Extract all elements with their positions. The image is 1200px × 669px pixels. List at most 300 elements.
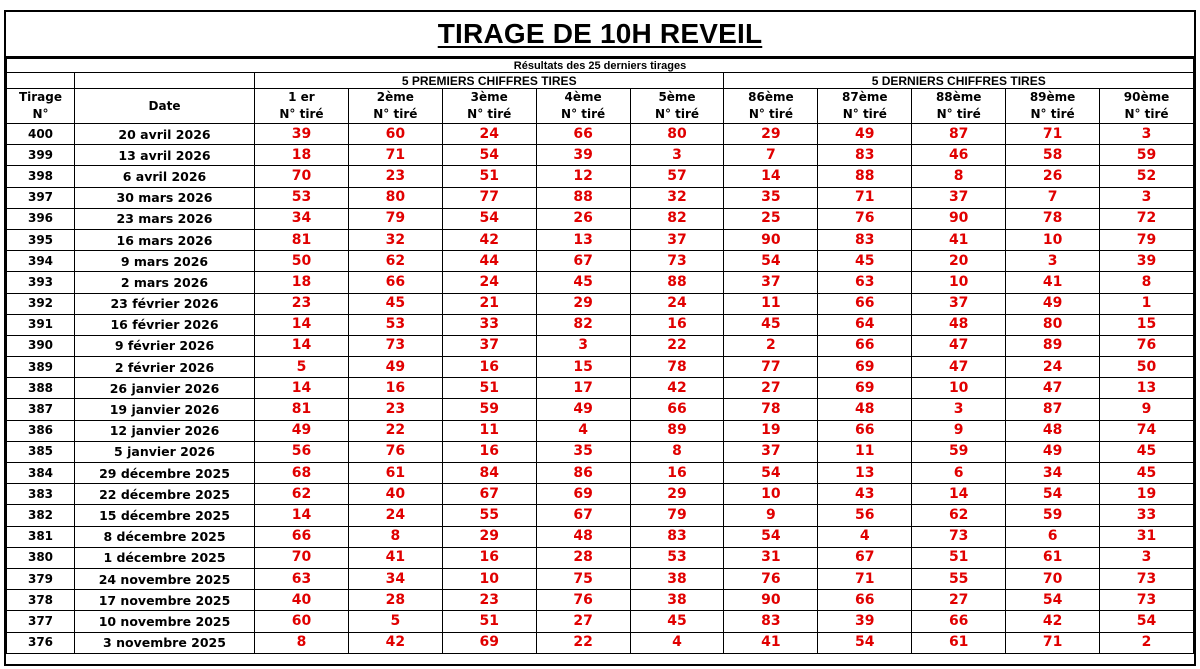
drawn-number-cell: 27: [912, 590, 1006, 611]
drawn-number-cell: 83: [818, 229, 912, 250]
drawn-number-cell: 6: [912, 463, 1006, 484]
drawn-number-cell: 54: [1100, 611, 1194, 632]
table-row: [7, 632, 1194, 653]
drawn-number-cell: 83: [630, 526, 724, 547]
drawn-number-cell: 16: [630, 463, 724, 484]
header-col-90-line2: N° tiré: [1100, 106, 1194, 124]
drawn-number-cell: 69: [442, 632, 536, 653]
drawn-number-cell: 24: [442, 272, 536, 293]
group-blank-date: [75, 73, 255, 89]
date-cell: 2 mars 2026: [75, 272, 255, 293]
header-col-89-line1: 89ème: [1006, 89, 1100, 107]
header-col-88-line2: N° tiré: [912, 106, 1006, 124]
drawn-number-cell: 87: [1006, 399, 1100, 420]
drawn-number-cell: 80: [1006, 314, 1100, 335]
table-row: [7, 611, 1194, 632]
drawn-number-cell: 29: [442, 526, 536, 547]
drawn-number-cell: 54: [442, 208, 536, 229]
drawn-number-cell: 41: [348, 547, 442, 568]
table-row: [7, 547, 1194, 568]
table-row: [7, 187, 1194, 208]
header-col-1-line2: N° tiré: [255, 106, 349, 124]
drawn-number-cell: 67: [442, 484, 536, 505]
drawn-number-cell: 63: [818, 272, 912, 293]
drawn-number-cell: 56: [255, 441, 349, 462]
table-row: [7, 441, 1194, 462]
drawn-number-cell: 42: [442, 229, 536, 250]
drawn-number-cell: 74: [1100, 420, 1194, 441]
drawn-number-cell: 34: [348, 568, 442, 589]
header-col-3-line1: 3ème: [442, 89, 536, 107]
drawn-number-cell: 51: [442, 166, 536, 187]
drawn-number-cell: 78: [630, 357, 724, 378]
drawn-number-cell: 31: [1100, 526, 1194, 547]
drawn-number-cell: 33: [1100, 505, 1194, 526]
drawn-number-cell: 54: [724, 251, 818, 272]
subtitle: Résultats des 25 derniers tirages: [7, 59, 1194, 73]
drawn-number-cell: 11: [818, 441, 912, 462]
drawn-number-cell: 49: [1006, 441, 1100, 462]
drawn-number-cell: 37: [724, 441, 818, 462]
drawn-number-cell: 71: [818, 568, 912, 589]
drawn-number-cell: 8: [912, 166, 1006, 187]
drawn-number-cell: 42: [630, 378, 724, 399]
table-row: [7, 145, 1194, 166]
tirage-number-cell: 380: [7, 547, 75, 568]
drawn-number-cell: 9: [724, 505, 818, 526]
column-header-row-1: [7, 89, 1194, 107]
drawn-number-cell: 67: [536, 505, 630, 526]
date-cell: 24 novembre 2025: [75, 568, 255, 589]
title-box: [6, 12, 1194, 58]
table-row: [7, 505, 1194, 526]
drawn-number-cell: 84: [442, 463, 536, 484]
drawn-number-cell: 32: [630, 187, 724, 208]
date-cell: 26 janvier 2026: [75, 378, 255, 399]
drawn-number-cell: 77: [442, 187, 536, 208]
drawn-number-cell: 70: [1006, 568, 1100, 589]
date-cell: 16 mars 2026: [75, 229, 255, 250]
tirage-number-cell: 379: [7, 568, 75, 589]
drawn-number-cell: 88: [630, 272, 724, 293]
date-cell: 9 mars 2026: [75, 251, 255, 272]
results-table-body: [7, 59, 1194, 654]
drawn-number-cell: 14: [255, 378, 349, 399]
drawn-number-cell: 23: [348, 399, 442, 420]
drawn-number-cell: 46: [912, 145, 1006, 166]
drawn-number-cell: 26: [536, 208, 630, 229]
drawn-number-cell: 69: [818, 357, 912, 378]
drawn-number-cell: 37: [912, 187, 1006, 208]
drawn-number-cell: 68: [255, 463, 349, 484]
drawn-number-cell: 81: [255, 229, 349, 250]
drawn-number-cell: 15: [536, 357, 630, 378]
drawn-number-cell: 4: [630, 632, 724, 653]
header-col-86-line2: N° tiré: [724, 106, 818, 124]
drawn-number-cell: 76: [724, 568, 818, 589]
drawn-number-cell: 3: [536, 335, 630, 356]
drawn-number-cell: 19: [724, 420, 818, 441]
drawn-number-cell: 90: [912, 208, 1006, 229]
drawn-number-cell: 53: [348, 314, 442, 335]
tirage-number-cell: 398: [7, 166, 75, 187]
date-cell: 9 février 2026: [75, 335, 255, 356]
drawn-number-cell: 89: [630, 420, 724, 441]
drawn-number-cell: 18: [255, 272, 349, 293]
drawn-number-cell: 45: [536, 272, 630, 293]
tirage-number-cell: 381: [7, 526, 75, 547]
drawn-number-cell: 11: [442, 420, 536, 441]
drawn-number-cell: 69: [536, 484, 630, 505]
drawn-number-cell: 49: [818, 124, 912, 145]
drawn-number-cell: 8: [348, 526, 442, 547]
group-last-five: 5 DERNIERS CHIFFRES TIRES: [724, 73, 1194, 89]
drawn-number-cell: 29: [630, 484, 724, 505]
drawn-number-cell: 34: [255, 208, 349, 229]
tirage-number-cell: 395: [7, 229, 75, 250]
table-row: [7, 124, 1194, 145]
drawn-number-cell: 67: [818, 547, 912, 568]
drawn-number-cell: 77: [724, 357, 818, 378]
drawn-number-cell: 71: [348, 145, 442, 166]
drawn-number-cell: 60: [348, 124, 442, 145]
drawn-number-cell: 27: [724, 378, 818, 399]
drawn-number-cell: 14: [912, 484, 1006, 505]
drawn-number-cell: 32: [348, 229, 442, 250]
drawn-number-cell: 71: [1006, 124, 1100, 145]
drawn-number-cell: 45: [348, 293, 442, 314]
drawn-number-cell: 54: [724, 526, 818, 547]
header-col-2-line1: 2ème: [348, 89, 442, 107]
drawn-number-cell: 42: [348, 632, 442, 653]
drawn-number-cell: 83: [818, 145, 912, 166]
header-col-90-line1: 90ème: [1100, 89, 1194, 107]
table-row: [7, 590, 1194, 611]
drawn-number-cell: 37: [724, 272, 818, 293]
drawn-number-cell: 49: [348, 357, 442, 378]
tirage-number-cell: 390: [7, 335, 75, 356]
drawn-number-cell: 82: [536, 314, 630, 335]
drawn-number-cell: 3: [1100, 124, 1194, 145]
drawn-number-cell: 66: [818, 590, 912, 611]
drawn-number-cell: 2: [1100, 632, 1194, 653]
drawn-number-cell: 70: [255, 547, 349, 568]
drawn-number-cell: 14: [724, 166, 818, 187]
drawn-number-cell: 59: [1006, 505, 1100, 526]
tirage-number-cell: 396: [7, 208, 75, 229]
tirage-number-cell: 383: [7, 484, 75, 505]
date-cell: 23 mars 2026: [75, 208, 255, 229]
drawn-number-cell: 56: [818, 505, 912, 526]
drawn-number-cell: 8: [630, 441, 724, 462]
date-cell: 22 décembre 2025: [75, 484, 255, 505]
drawn-number-cell: 13: [1100, 378, 1194, 399]
drawn-number-cell: 12: [536, 166, 630, 187]
table-row: [7, 378, 1194, 399]
drawn-number-cell: 81: [255, 399, 349, 420]
drawn-number-cell: 87: [912, 124, 1006, 145]
drawn-number-cell: 57: [630, 166, 724, 187]
drawn-number-cell: 33: [442, 314, 536, 335]
drawn-number-cell: 35: [536, 441, 630, 462]
date-cell: 20 avril 2026: [75, 124, 255, 145]
drawn-number-cell: 39: [536, 145, 630, 166]
drawn-number-cell: 73: [348, 335, 442, 356]
drawn-number-cell: 42: [1006, 611, 1100, 632]
drawn-number-cell: 6: [1006, 526, 1100, 547]
drawn-number-cell: 3: [1006, 251, 1100, 272]
drawn-number-cell: 75: [536, 568, 630, 589]
drawn-number-cell: 40: [348, 484, 442, 505]
drawn-number-cell: 82: [630, 208, 724, 229]
drawn-number-cell: 11: [724, 293, 818, 314]
drawn-number-cell: 66: [818, 420, 912, 441]
date-cell: 19 janvier 2026: [75, 399, 255, 420]
drawn-number-cell: 38: [630, 590, 724, 611]
header-col-3-line2: N° tiré: [442, 106, 536, 124]
drawn-number-cell: 16: [442, 547, 536, 568]
drawn-number-cell: 1: [1100, 293, 1194, 314]
drawn-number-cell: 24: [1006, 357, 1100, 378]
drawn-number-cell: 35: [724, 187, 818, 208]
date-cell: 13 avril 2026: [75, 145, 255, 166]
drawn-number-cell: 86: [536, 463, 630, 484]
drawn-number-cell: 45: [818, 251, 912, 272]
header-col-4-line1: 4ème: [536, 89, 630, 107]
date-cell: 10 novembre 2025: [75, 611, 255, 632]
drawn-number-cell: 37: [630, 229, 724, 250]
drawn-number-cell: 88: [536, 187, 630, 208]
drawn-number-cell: 22: [348, 420, 442, 441]
drawn-number-cell: 10: [442, 568, 536, 589]
date-cell: 8 décembre 2025: [75, 526, 255, 547]
drawn-number-cell: 8: [255, 632, 349, 653]
drawn-number-cell: 59: [912, 441, 1006, 462]
header-col-2-line2: N° tiré: [348, 106, 442, 124]
drawn-number-cell: 10: [912, 272, 1006, 293]
drawn-number-cell: 23: [255, 293, 349, 314]
table-row: [7, 166, 1194, 187]
drawn-number-cell: 16: [442, 441, 536, 462]
drawn-number-cell: 17: [536, 378, 630, 399]
tirage-number-cell: 384: [7, 463, 75, 484]
drawn-number-cell: 28: [348, 590, 442, 611]
drawn-number-cell: 69: [818, 378, 912, 399]
drawn-number-cell: 49: [536, 399, 630, 420]
drawn-number-cell: 61: [348, 463, 442, 484]
drawn-number-cell: 73: [1100, 568, 1194, 589]
drawn-number-cell: 54: [818, 632, 912, 653]
drawn-number-cell: 7: [1006, 187, 1100, 208]
group-header-row: [7, 73, 1194, 89]
drawn-number-cell: 51: [442, 378, 536, 399]
date-cell: 12 janvier 2026: [75, 420, 255, 441]
drawn-number-cell: 66: [348, 272, 442, 293]
page-title: TIRAGE DE 10H REVEIL: [437, 18, 763, 49]
date-cell: 15 décembre 2025: [75, 505, 255, 526]
drawn-number-cell: 49: [255, 420, 349, 441]
drawn-number-cell: 79: [348, 208, 442, 229]
table-row: [7, 208, 1194, 229]
drawn-number-cell: 72: [1100, 208, 1194, 229]
table-row: [7, 526, 1194, 547]
drawn-number-cell: 61: [912, 632, 1006, 653]
tirage-number-cell: 376: [7, 632, 75, 653]
drawn-number-cell: 23: [348, 166, 442, 187]
drawn-number-cell: 38: [630, 568, 724, 589]
drawn-number-cell: 47: [1006, 378, 1100, 399]
drawn-number-cell: 78: [724, 399, 818, 420]
tirage-number-cell: 394: [7, 251, 75, 272]
drawn-number-cell: 70: [255, 166, 349, 187]
drawn-number-cell: 79: [1100, 229, 1194, 250]
tirage-number-cell: 393: [7, 272, 75, 293]
tirage-number-cell: 388: [7, 378, 75, 399]
table-row: [7, 335, 1194, 356]
drawn-number-cell: 83: [724, 611, 818, 632]
header-col-1-line1: 1 er: [255, 89, 349, 107]
drawn-number-cell: 10: [912, 378, 1006, 399]
header-col-87-line2: N° tiré: [818, 106, 912, 124]
drawn-number-cell: 66: [818, 335, 912, 356]
drawn-number-cell: 90: [724, 590, 818, 611]
drawn-number-cell: 21: [442, 293, 536, 314]
drawn-number-cell: 45: [1100, 463, 1194, 484]
drawn-number-cell: 58: [1006, 145, 1100, 166]
drawn-number-cell: 55: [442, 505, 536, 526]
drawn-number-cell: 59: [1100, 145, 1194, 166]
drawn-number-cell: 37: [442, 335, 536, 356]
drawn-number-cell: 24: [630, 293, 724, 314]
drawn-number-cell: 24: [442, 124, 536, 145]
date-cell: 30 mars 2026: [75, 187, 255, 208]
drawn-number-cell: 13: [818, 463, 912, 484]
drawn-number-cell: 60: [255, 611, 349, 632]
drawn-number-cell: 80: [348, 187, 442, 208]
drawn-number-cell: 66: [630, 399, 724, 420]
drawn-number-cell: 55: [912, 568, 1006, 589]
drawn-number-cell: 53: [630, 547, 724, 568]
drawn-number-cell: 80: [630, 124, 724, 145]
drawn-number-cell: 14: [255, 335, 349, 356]
drawn-number-cell: 62: [255, 484, 349, 505]
drawn-number-cell: 28: [536, 547, 630, 568]
drawn-number-cell: 73: [912, 526, 1006, 547]
drawn-number-cell: 25: [724, 208, 818, 229]
drawn-number-cell: 66: [818, 293, 912, 314]
tirage-number-cell: 382: [7, 505, 75, 526]
drawn-number-cell: 37: [912, 293, 1006, 314]
group-first-five: 5 PREMIERS CHIFFRES TIRES: [255, 73, 724, 89]
tirage-number-cell: 389: [7, 357, 75, 378]
drawn-number-cell: 52: [1100, 166, 1194, 187]
drawn-number-cell: 31: [724, 547, 818, 568]
drawn-number-cell: 7: [724, 145, 818, 166]
drawn-number-cell: 41: [724, 632, 818, 653]
drawn-number-cell: 26: [1006, 166, 1100, 187]
drawn-number-cell: 90: [724, 229, 818, 250]
tirage-number-cell: 397: [7, 187, 75, 208]
drawn-number-cell: 66: [912, 611, 1006, 632]
drawn-number-cell: 54: [442, 145, 536, 166]
drawn-number-cell: 71: [818, 187, 912, 208]
drawn-number-cell: 29: [724, 124, 818, 145]
table-row: [7, 251, 1194, 272]
drawn-number-cell: 54: [724, 463, 818, 484]
drawn-number-cell: 64: [818, 314, 912, 335]
date-cell: 2 février 2026: [75, 357, 255, 378]
drawn-number-cell: 3: [630, 145, 724, 166]
table-row: [7, 568, 1194, 589]
tirage-number-cell: 387: [7, 399, 75, 420]
date-cell: 17 novembre 2025: [75, 590, 255, 611]
drawn-number-cell: 76: [536, 590, 630, 611]
tirage-number-cell: 377: [7, 611, 75, 632]
drawn-number-cell: 51: [912, 547, 1006, 568]
drawn-number-cell: 23: [442, 590, 536, 611]
drawn-number-cell: 48: [912, 314, 1006, 335]
drawn-number-cell: 63: [255, 568, 349, 589]
drawn-number-cell: 48: [536, 526, 630, 547]
drawn-number-cell: 78: [1006, 208, 1100, 229]
drawn-number-cell: 24: [348, 505, 442, 526]
drawn-number-cell: 73: [1100, 590, 1194, 611]
tirage-number-cell: 385: [7, 441, 75, 462]
header-tirage-line1: Tirage: [7, 89, 75, 107]
table-row: [7, 357, 1194, 378]
drawn-number-cell: 13: [536, 229, 630, 250]
header-col-89-line2: N° tiré: [1006, 106, 1100, 124]
date-cell: 16 février 2026: [75, 314, 255, 335]
drawn-number-cell: 9: [912, 420, 1006, 441]
drawn-number-cell: 4: [536, 420, 630, 441]
drawn-number-cell: 10: [1006, 229, 1100, 250]
drawn-number-cell: 20: [912, 251, 1006, 272]
date-cell: 1 décembre 2025: [75, 547, 255, 568]
drawn-number-cell: 50: [255, 251, 349, 272]
drawn-number-cell: 10: [724, 484, 818, 505]
table-row: [7, 314, 1194, 335]
drawn-number-cell: 8: [1100, 272, 1194, 293]
drawn-number-cell: 45: [1100, 441, 1194, 462]
drawn-number-cell: 39: [818, 611, 912, 632]
date-cell: 23 février 2026: [75, 293, 255, 314]
drawn-number-cell: 44: [442, 251, 536, 272]
drawn-number-cell: 76: [818, 208, 912, 229]
drawn-number-cell: 39: [1100, 251, 1194, 272]
drawn-number-cell: 9: [1100, 399, 1194, 420]
table-row: [7, 272, 1194, 293]
drawn-number-cell: 48: [1006, 420, 1100, 441]
table-row: [7, 420, 1194, 441]
drawn-number-cell: 29: [536, 293, 630, 314]
header-col-86-line1: 86ème: [724, 89, 818, 107]
drawn-number-cell: 16: [348, 378, 442, 399]
drawn-number-cell: 18: [255, 145, 349, 166]
header-col-87-line1: 87ème: [818, 89, 912, 107]
drawn-number-cell: 19: [1100, 484, 1194, 505]
results-sheet: [4, 10, 1196, 666]
drawn-number-cell: 4: [818, 526, 912, 547]
drawn-number-cell: 14: [255, 314, 349, 335]
drawn-number-cell: 5: [255, 357, 349, 378]
date-cell: 29 décembre 2025: [75, 463, 255, 484]
drawn-number-cell: 54: [1006, 590, 1100, 611]
tirage-number-cell: 399: [7, 145, 75, 166]
drawn-number-cell: 88: [818, 166, 912, 187]
drawn-number-cell: 47: [912, 357, 1006, 378]
drawn-number-cell: 73: [630, 251, 724, 272]
